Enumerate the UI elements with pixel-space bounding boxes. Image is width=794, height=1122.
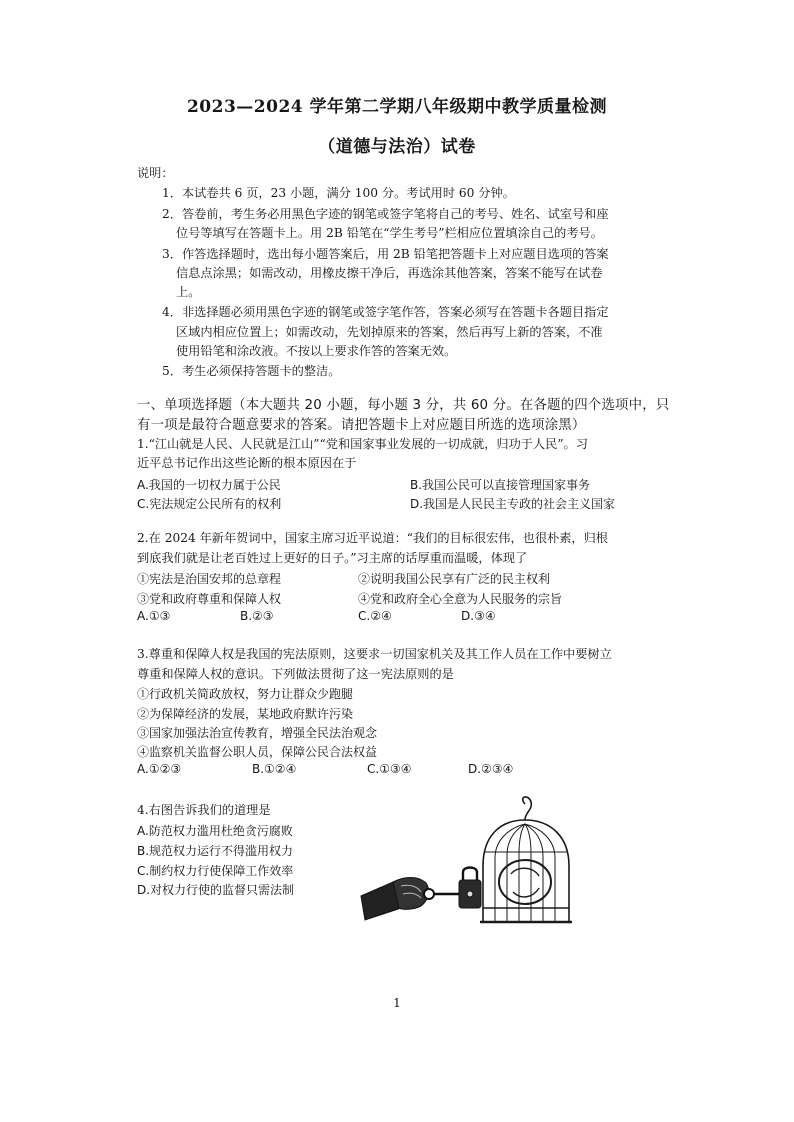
option-b: B.①②④	[252, 762, 297, 776]
question-stem: 尊重和保障人权的意识。下列做法贯彻了这一宪法原则的是	[137, 667, 454, 681]
section-heading-line: 有一项是最符合题意要求的答案。请把答题卡上对应题目所选的选项涂黑）	[137, 418, 586, 433]
question-stem: 4.右图告诉我们的道理是	[137, 803, 271, 817]
instruction-line: 5．考生必须保持答题卡的整洁。	[162, 364, 341, 378]
option-b: B.②③	[240, 609, 274, 623]
option-a: A.防范权力滥用杜绝贪污腐败	[137, 824, 293, 838]
question-stem: 到底我们就是让老百姓过上更好的日子。”习主席的话厚重而温暖，体现了	[137, 551, 528, 565]
option-d: D.③④	[461, 609, 496, 623]
question-stem: 近平总书记作出这些论断的根本原因在于	[137, 456, 357, 470]
statement-1: ①行政机关简政放权，努力让群众少跑腿	[137, 687, 354, 701]
cage-hook	[523, 797, 532, 820]
option-d: D.②③④	[468, 762, 514, 776]
instruction-line: 3．作答选择题时，选出每小题答案后，用 2B 铅笔把答题卡上对应题目选项的答案	[162, 247, 609, 261]
instruction-line: 1．本试卷共 6 页，23 小题，满分 100 分。考试用时 60 分钟。	[162, 186, 515, 200]
option-d: D.对权力行使的监督只需法制	[137, 883, 295, 897]
statement-3: ③国家加强法治宣传教育，增强全民法治观念	[137, 726, 378, 740]
instruction-line: 位号等填写在答题卡上。用 2B 铅笔在“学生考号”栏相应位置填涂自己的考号。	[176, 226, 603, 240]
option-b: B.规范权力运行不得滥用权力	[137, 844, 294, 858]
instruction-line: 信息点涂黑；如需改动，用橡皮擦干净后，再选涂其他答案，答案不能写在试卷	[176, 266, 603, 280]
statement-4: ④监察机关监督公职人员，保障公民合法权益	[137, 745, 378, 759]
page-number: 1	[393, 996, 401, 1010]
statement-1: ①宪法是治国安邦的总章程	[137, 572, 282, 586]
statement-4: ④党和政府全心全意为人民服务的宗旨	[358, 592, 563, 606]
cage-illustration	[355, 796, 577, 936]
exam-title: 2023—2024 学年第二学期八年级期中教学质量检测	[186, 97, 608, 117]
instruction-line: 2．答卷前，考生务必用黑色字迹的钢笔或签字笔将自己的考号、姓名、试室号和座	[162, 207, 609, 221]
option-c: C.①③④	[367, 762, 412, 776]
option-a: A.①②③	[137, 762, 182, 776]
cage-dome	[483, 820, 569, 922]
question-stem: 1.“江山就是人民、人民就是江山”“党和国家事业发展的一切成就，归功于人民”。习	[137, 437, 588, 451]
statement-2: ②为保障经济的发展，某地政府默许污染	[137, 707, 354, 721]
instruction-line: 使用铅笔和涂改液。不按以上要求作答的答案无效。	[176, 344, 457, 358]
instruction-line: 区域内相应位置上；如需改动，先划掉原来的答案，然后再写上新的答案，不准	[176, 325, 603, 339]
hand-with-key	[361, 868, 481, 921]
option-c: C.②④	[358, 609, 392, 623]
instruction-line: 4．非选择题必须用黑色字迹的钢笔或签字笔作答，答案必须写在答题卡各题目指定	[162, 305, 609, 319]
statement-2: ②说明我国公民享有广泛的民主权利	[358, 572, 551, 586]
statement-3: ③党和政府尊重和保障人权	[137, 592, 282, 606]
instructions-label: 说明：	[137, 166, 174, 180]
option-b: B.我国公民可以直接管理国家事务	[410, 478, 591, 492]
option-a: A.我国的一切权力属于公民	[137, 478, 281, 492]
section-heading-line: 一、单项选择题（本大题共 20 小题，每小题 3 分，共 60 分。在各题的四个选项中，只	[137, 398, 670, 413]
question-stem: 3.尊重和保障人权是我国的宪法原则，这要求一切国家机关及其工作人员在工作中要树立	[137, 647, 612, 661]
question-stem: 2.在 2024 年新年贺词中，国家主席习近平说道：“我们的目标很宏伟，也很朴素，归根	[137, 531, 608, 545]
option-c: C.制约权力行使保障工作效率	[137, 864, 294, 878]
option-d: D.我国是人民民主专政的社会主义国家	[410, 497, 616, 511]
exam-subtitle: （道德与法治）试卷	[318, 137, 476, 157]
instruction-line: 上。	[176, 285, 201, 299]
option-c: C.宪法规定公民所有的权利	[137, 497, 282, 511]
option-a: A.①③	[137, 609, 171, 623]
